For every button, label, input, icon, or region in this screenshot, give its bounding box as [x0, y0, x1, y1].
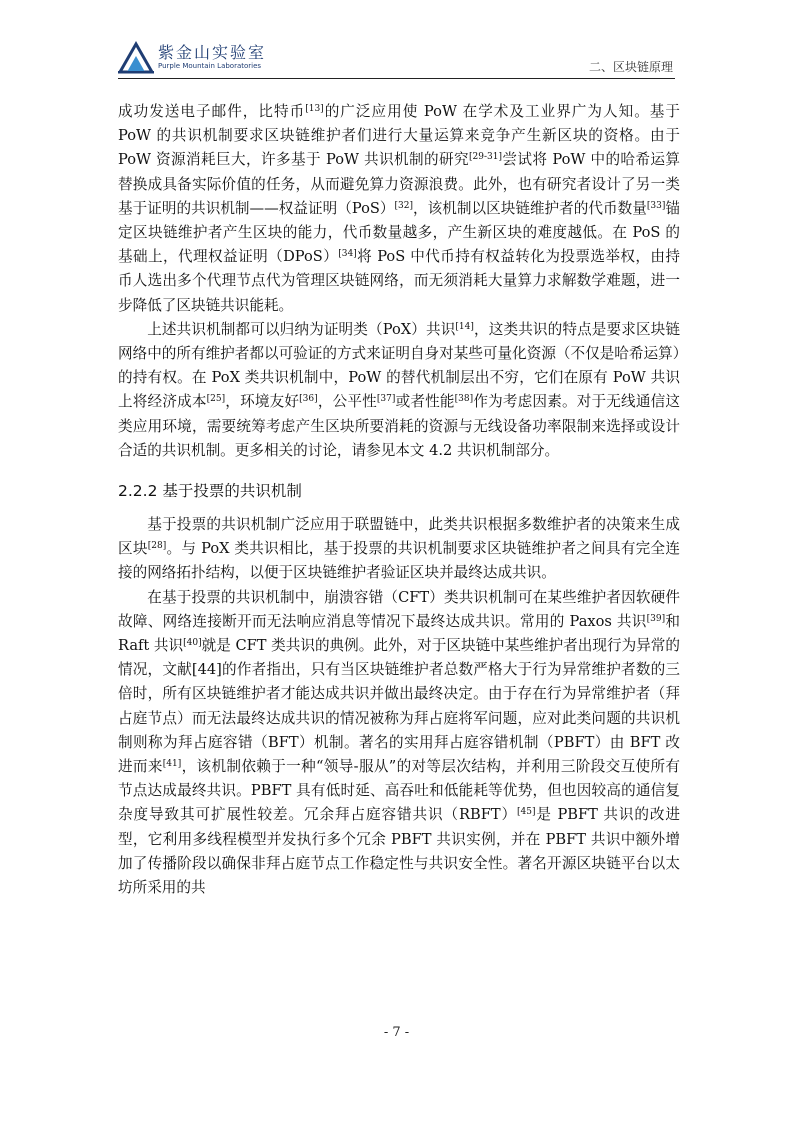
text-run: ，该机制以区块链维护者的代币数量 [412, 199, 647, 217]
text-run: 是 PBFT 共识的改进型，它利用多线程模型并发执行多个冗余 PBFT 共识实例，并在 PBFT 共识中额外增加了传播阶段以确保非拜占庭节点工作稳定性与共识安全性。著名开源区块链平台以太坊所采用的共 [118, 806, 681, 897]
text-run: 在基于投票的共识机制中，崩溃容错（CFT）类共识机制可在某些维护者因软硬件故障、网络连接断开而无法响应消息等情况下最终达成共识。常用的 Paxos 共识 [118, 588, 680, 630]
mountain-logo-icon [118, 40, 154, 74]
text-run: 锚定区块链维护者产生区块的能力，代币数量越多，产生新区块的难度越低。在 PoS 的基础上，代理权益证明（DPoS） [118, 199, 680, 266]
text-run: 或者性能 [395, 393, 455, 411]
paragraph-cft-bft [118, 586, 680, 901]
citation-ref: [39] [646, 613, 666, 624]
institution-logo [118, 40, 267, 74]
text-run: 将 PoS 中代币持有权益转化为投票选举权，由持币人选出多个代理节点代为管理区块链网络，而无须消耗大量算力求解数学难题，进一步降低了区块链共识能耗。 [118, 248, 680, 314]
text-run: ，公平性 [317, 393, 377, 411]
paragraph-voting-consensus [118, 513, 680, 586]
text-run: 。与 PoX 类共识相比，基于投票的共识机制要求区块链维护者之间具有完全连接的网络拓扑结构，以便于区块链维护者验证区块并最终达成共识。 [118, 540, 680, 582]
chapter-title: 二、区块链原理 [588, 60, 673, 74]
citation-ref: [29-31] [469, 152, 502, 163]
citation-ref: [14] [455, 321, 474, 332]
text-run: 基于投票的共识机制广泛应用于联盟链中，此类共识根据多数维护者的决策来生成区块 [118, 516, 680, 558]
citation-ref: [40] [183, 638, 202, 649]
text-run: 上述共识机制都可以归纳为证明类（PoX）共识 [147, 320, 456, 338]
citation-ref: [28] [147, 541, 167, 552]
page-header [118, 38, 675, 79]
citation-ref: [41] [162, 759, 182, 770]
citation-ref: [38] [454, 394, 474, 405]
citation-ref: [25] [206, 394, 226, 405]
citation-ref: [32] [394, 200, 413, 211]
paragraph-pow-pos [118, 100, 680, 318]
citation-ref: [36] [299, 394, 318, 405]
text-run: 就是 CFT 类共识的典例。此外，对于区块链中某些维护者出现行为异常的情况，文献[44]的作者指出，只有当区块链维护者总数严格大于行为异常维护者数的三倍时，所有区块链维护者才能达成共识并做出最终决定。由于存在行为异常维护者（拜占庭节点）而无法最终达成共识的情况被称为拜占庭将军问题，应对此类问题的共识机制则称为拜占庭容错（BFT）机制。著名的实用拜占庭容错机制（PBFT）由 BFT 改进而来 [118, 637, 680, 776]
logo-chinese-name: 紫金山实验室 [158, 43, 267, 62]
text-run: 尝试将 PoW 中的哈希运算替换成具备实际价值的任务，从而避免算力资源浪费。此外，也有研究者设计了另一类基于证明的共识机制——权益证明（PoS） [118, 151, 681, 217]
logo-english-name: Purple Mountain Laboratories [158, 62, 262, 70]
text-run: 和 Raft 共识 [118, 612, 680, 655]
citation-ref: [37] [376, 394, 396, 405]
text-run: 成功发送电子邮件，比特币 [118, 103, 306, 120]
citation-ref: [45] [517, 807, 536, 818]
page-body [118, 100, 680, 900]
citation-ref: [13] [305, 104, 324, 114]
text-run: ，环境友好 [225, 393, 300, 411]
text-run: ，这类共识的特点是要求区块链网络中的所有维护者都以可验证的方式来证明自身对某些可量化资源（不仅是哈希运算）的持有权。在 PoX 类共识机制中，PoW 的替代机制层出不穷，它们在原有 PoW 共识上将经济成本 [118, 320, 680, 411]
citation-ref: [33] [646, 200, 666, 211]
citation-ref: [34] [338, 249, 357, 260]
section-heading: 2.2.2 基于投票的共识机制 [118, 482, 302, 501]
text-run: 的广泛应用使 PoW 在学术及工业界广为人知。基于 PoW 的共识机制要求区块链维护者们进行大量运算来竞争产生新区块的资格。由于 PoW 资源消耗巨大，许多基于 PoW 共识机制的研究 [118, 103, 680, 169]
text-run: 作为考虑因素。对于无线通信这类应用环境，需要统筹考虑产生区块所要消耗的资源与无线设备功率限制来选择或设计合适的共识机制。更多相关的讨论，请参见本文 4.2 共识机制部分。 [118, 393, 680, 459]
page-number: - 7 - [383, 1025, 410, 1040]
paragraph-pox [118, 318, 680, 463]
text-run: ，该机制依赖于一种“领导-服从”的对等层次结构，并利用三阶段交互使所有节点达成最终共识。PBFT 具有低时延、高吞吐和低能耗等优势，但也因较高的通信复杂度导致其可扩展性较差。冗余拜占庭容错共识（RBFT） [118, 758, 680, 824]
